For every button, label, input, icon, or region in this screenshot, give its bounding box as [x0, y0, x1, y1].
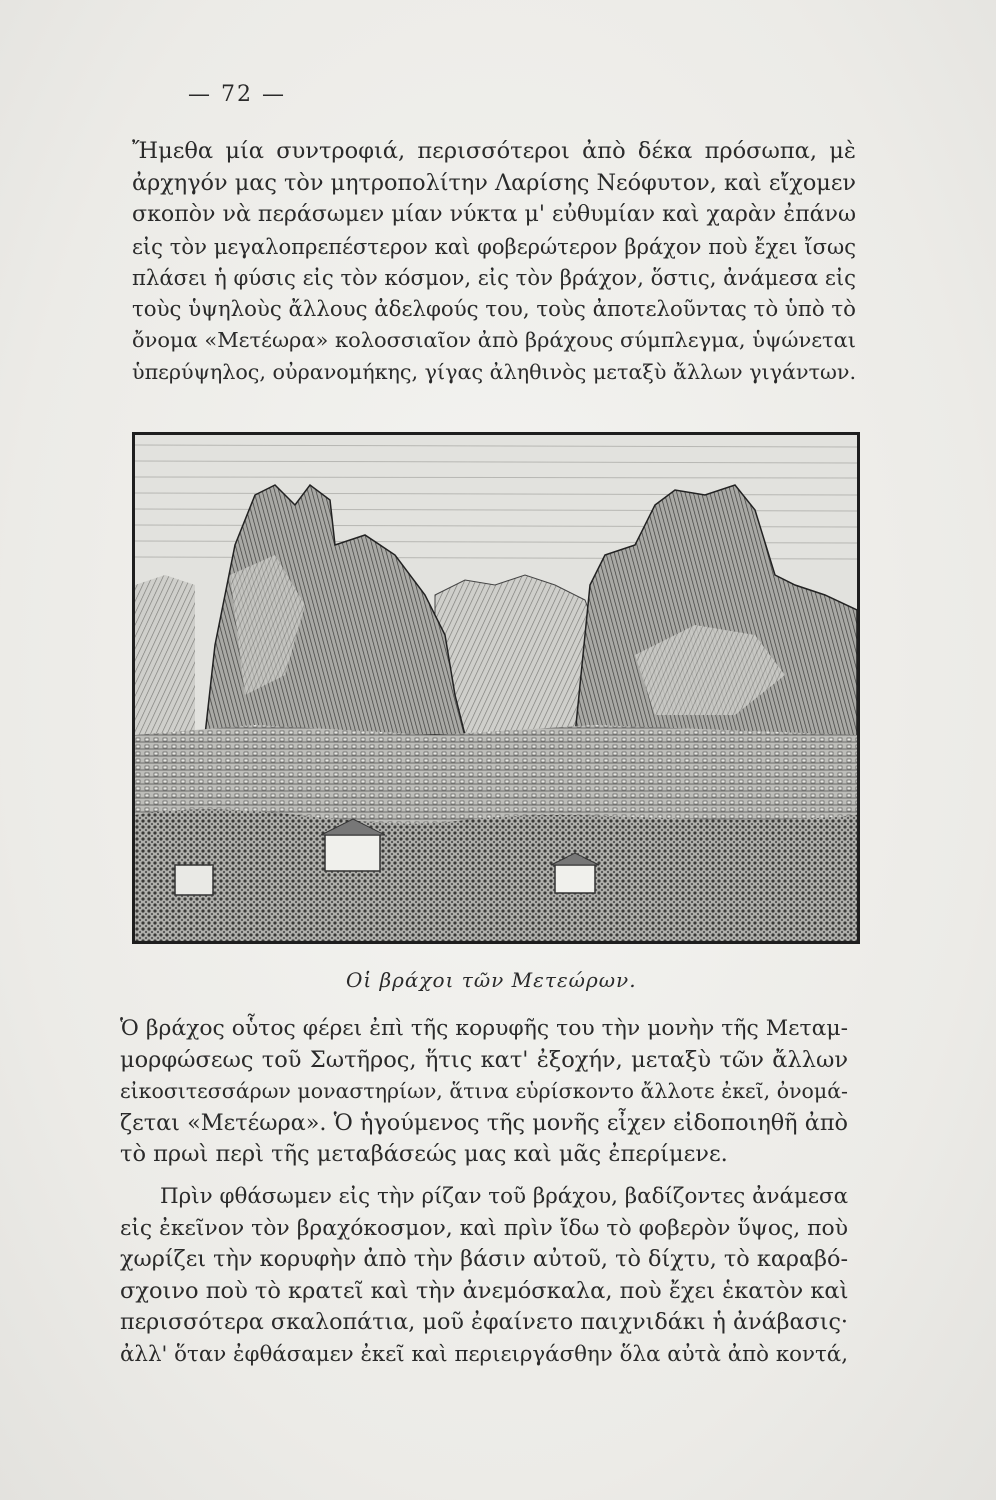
- text-line: περισσότερα σκαλοπάτια, μοῦ ἐφαίνετο παιχνιδάκι ἡ ἀνάβασις·: [120, 1309, 848, 1335]
- text-line: σκοπὸν νὰ περάσωμεν μίαν νύκτα μ' εὐθυμίαν καὶ χαρὰν ἐπάνω: [132, 201, 856, 227]
- text-line: ἀρχηγόν μας τὸν μητροπολίτην Λαρίσης Νεόφυτον, καὶ εἴχομεν: [132, 169, 856, 196]
- meteora-engraving: [132, 432, 860, 944]
- text-line: χωρίζει τὴν κορυφὴν ἀπὸ τὴν βάσιν αὐτοῦ, τὸ δίχτυ, τὸ καραβό-: [120, 1246, 848, 1272]
- text-line: ἀλλ' ὅταν ἐφθάσαμεν ἐκεῖ καὶ περιειργάσθην ὅλα αὐτὰ ἀπὸ κοντά,: [120, 1341, 848, 1367]
- text-line: Ἤμεθα μία συντροφιά, περισσότεροι ἀπὸ δέκα πρόσωπα, μὲ: [132, 138, 856, 164]
- text-line: μορφώσεως τοῦ Σωτῆρος, ἥτις κατ' ἐξοχήν, μεταξὺ τῶν ἄλλων: [120, 1046, 848, 1073]
- figure-caption: Οἱ βράχοι τῶν Μετεώρων.: [346, 968, 637, 992]
- text-line: εἰς ἐκεῖνον τὸν βραχόκοσμον, καὶ πρὶν ἴδω τὸ φοβερὸν ὕψος, ποὺ: [120, 1215, 848, 1241]
- paragraph-intro: [132, 136, 856, 388]
- rock-landscape-illustration: [135, 435, 857, 941]
- text-line: Ὁ βράχος οὗτος φέρει ἐπὶ τῆς κορυφῆς του τὴν μονὴν τῆς Μεταμ-: [120, 1016, 848, 1041]
- text-line: ζεται «Μετέωρα». Ὁ ἡγούμενος τῆς μονῆς εἶχεν εἰδοποιηθῆ ἀπὸ: [120, 1109, 848, 1136]
- paragraph-ascent: [120, 1181, 848, 1370]
- text-line: πλάσει ἡ φύσις εἰς τὸν κόσμον, εἰς τὸν βράχον, ὅστις, ἀνάμεσα εἰς: [132, 265, 856, 290]
- text-line: ὄνομα «Μετέωρα» κολοσσιαῖον ἀπὸ βράχους σύμπλεγμα, ὑψώνεται: [132, 328, 857, 352]
- text-line: τοὺς ὑψηλοὺς ἄλλους ἀδελφούς του, τοὺς ἀποτελοῦντας τὸ ὑπὸ τὸ: [132, 296, 856, 322]
- text-line: σχοινο ποὺ τὸ κρατεῖ καὶ τὴν ἀνεμόσκαλα, ποὺ ἔχει ἑκατὸν καὶ: [120, 1277, 849, 1304]
- page-number: — 72 —: [188, 82, 286, 107]
- text-line: τὸ πρωὶ περὶ τῆς μεταβάσεώς μας καὶ μᾶς ἐπερίμενε.: [120, 1141, 728, 1167]
- paragraph-monastery: [120, 1013, 848, 1171]
- text-line: εἰκοσιτεσσάρων μοναστηρίων, ἅτινα εὑρίσκοντο ἄλλοτε ἐκεῖ, ὀνομά-: [120, 1079, 848, 1103]
- text-line: εἰς τὸν μεγαλοπρεπέστερον καὶ φοβερώτερον βράχον ποὺ ἔχει ἴσως: [132, 233, 856, 259]
- text-line: Πρὶν φθάσωμεν εἰς τὴν ρίζαν τοῦ βράχου, βαδίζοντες ἀνάμεσα: [160, 1184, 849, 1209]
- text-line: ὑπερύψηλος, οὐρανομήκης, γίγας ἀληθινὸς μεταξὺ ἄλλων γιγάντων.: [132, 359, 857, 384]
